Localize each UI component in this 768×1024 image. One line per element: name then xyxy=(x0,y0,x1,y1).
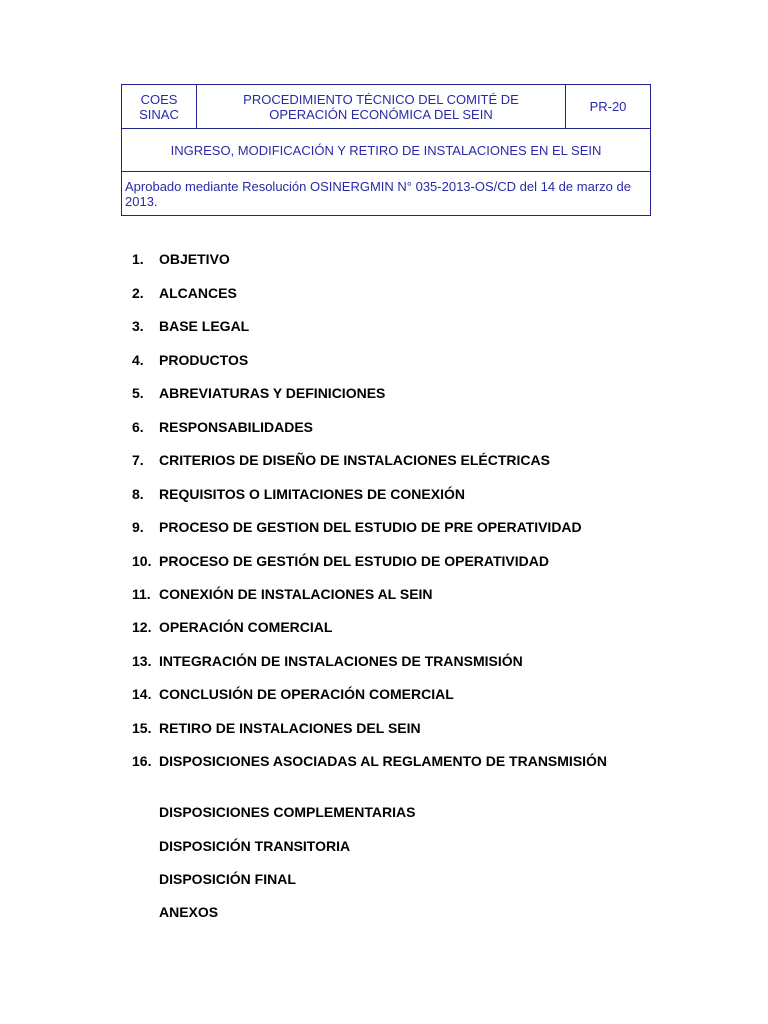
toc-item-title: RETIRO DE INSTALACIONES DEL SEIN xyxy=(159,719,421,736)
toc-item-title: ALCANCES xyxy=(159,284,237,301)
toc-item xyxy=(0,545,768,578)
toc-extra-title: DISPOSICIONES COMPLEMENTARIAS xyxy=(159,804,416,821)
procedure-code-cell xyxy=(566,85,650,128)
toc-item-number: 13. xyxy=(132,652,152,669)
toc-item-title: PROCESO DE GESTIÓN DEL ESTUDIO DE OPERATIVIDAD xyxy=(159,552,549,569)
toc-item xyxy=(0,511,768,544)
organization-cell xyxy=(122,85,196,128)
toc-item-number: 1. xyxy=(132,251,144,268)
toc-item-number: 15. xyxy=(132,719,152,736)
toc-item-number: 9. xyxy=(132,519,144,536)
toc-item-title: CRITERIOS DE DISEÑO DE INSTALACIONES ELÉCTRICAS xyxy=(159,452,550,469)
toc-item-number: 4. xyxy=(132,351,144,368)
toc-item xyxy=(0,243,768,276)
toc-item-title: BASE LEGAL xyxy=(159,318,250,335)
toc-item xyxy=(0,611,768,644)
organization-name-line1: COES xyxy=(140,91,178,107)
toc-item-number: 16. xyxy=(132,753,152,770)
toc-item-number: 5. xyxy=(132,385,144,402)
toc-item-title: PRODUCTOS xyxy=(159,351,249,368)
toc-item-number: 10. xyxy=(132,552,152,569)
toc-item-number: 3. xyxy=(132,318,144,335)
toc-item xyxy=(0,277,768,310)
toc-item xyxy=(0,578,768,611)
toc-item xyxy=(0,310,768,343)
approval-cell xyxy=(122,172,650,215)
procedure-title-line1: PROCEDIMIENTO TÉCNICO DEL COMITÉ DE xyxy=(243,91,519,107)
toc-item-title: CONCLUSIÓN DE OPERACIÓN COMERCIAL xyxy=(159,686,454,703)
organization-name-line2: SINAC xyxy=(139,106,179,122)
toc-item-title: INTEGRACIÓN DE INSTALACIONES DE TRANSMISIÓN xyxy=(159,652,523,669)
toc-item-number: 14. xyxy=(132,686,152,703)
toc-item-number: 8. xyxy=(132,485,144,502)
procedure-title-cell xyxy=(197,85,565,128)
toc-extra-item xyxy=(0,896,768,929)
toc-item xyxy=(0,645,768,678)
approval-note: Aprobado mediante Resolución OSINERGMIN N° 035-2013-OS/CD del 14 de marzo de 2013. xyxy=(125,178,631,209)
subject-cell xyxy=(122,129,650,171)
toc-item xyxy=(0,678,768,711)
toc-extra-item xyxy=(0,863,768,896)
toc-item xyxy=(0,745,768,778)
toc-extra-title: DISPOSICIÓN TRANSITORIA xyxy=(159,837,351,854)
toc-item-number: 12. xyxy=(132,619,152,636)
procedure-title-line2: OPERACIÓN ECONÓMICA DEL SEIN xyxy=(269,106,493,122)
toc-item-number: 6. xyxy=(132,418,144,435)
toc-extra-item xyxy=(0,796,768,829)
toc-extra-sections xyxy=(0,796,768,929)
toc-item-number: 11. xyxy=(132,585,151,602)
toc-item xyxy=(0,712,768,745)
toc-item-number: 7. xyxy=(132,452,144,469)
toc-item xyxy=(0,444,768,477)
toc-item-title: CONEXIÓN DE INSTALACIONES AL SEIN xyxy=(159,585,433,602)
toc-item xyxy=(0,411,768,444)
toc-extra-item xyxy=(0,830,768,863)
toc-item-title: OBJETIVO xyxy=(159,251,230,268)
toc-item-title: DISPOSICIONES ASOCIADAS AL REGLAMENTO DE TRANSMISIÓN xyxy=(159,753,608,770)
toc-item-title: PROCESO DE GESTION DEL ESTUDIO DE PRE OPERATIVIDAD xyxy=(159,519,582,536)
toc-item xyxy=(0,478,768,511)
toc-item-number: 2. xyxy=(132,284,144,301)
toc-item xyxy=(0,344,768,377)
toc-item-title: ABREVIATURAS Y DEFINICIONES xyxy=(159,385,386,402)
toc-extra-title: DISPOSICIÓN FINAL xyxy=(159,870,296,887)
toc-item-title: OPERACIÓN COMERCIAL xyxy=(159,619,333,636)
toc-item xyxy=(0,377,768,410)
procedure-subject: INGRESO, MODIFICACIÓN Y RETIRO DE INSTALACIONES EN EL SEIN xyxy=(170,142,602,158)
toc-extra-title: ANEXOS xyxy=(159,904,219,921)
procedure-code: PR-20 xyxy=(589,99,627,114)
toc-item-title: REQUISITOS O LIMITACIONES DE CONEXIÓN xyxy=(159,485,465,502)
table-of-contents xyxy=(0,243,768,779)
toc-item-title: RESPONSABILIDADES xyxy=(159,418,314,435)
